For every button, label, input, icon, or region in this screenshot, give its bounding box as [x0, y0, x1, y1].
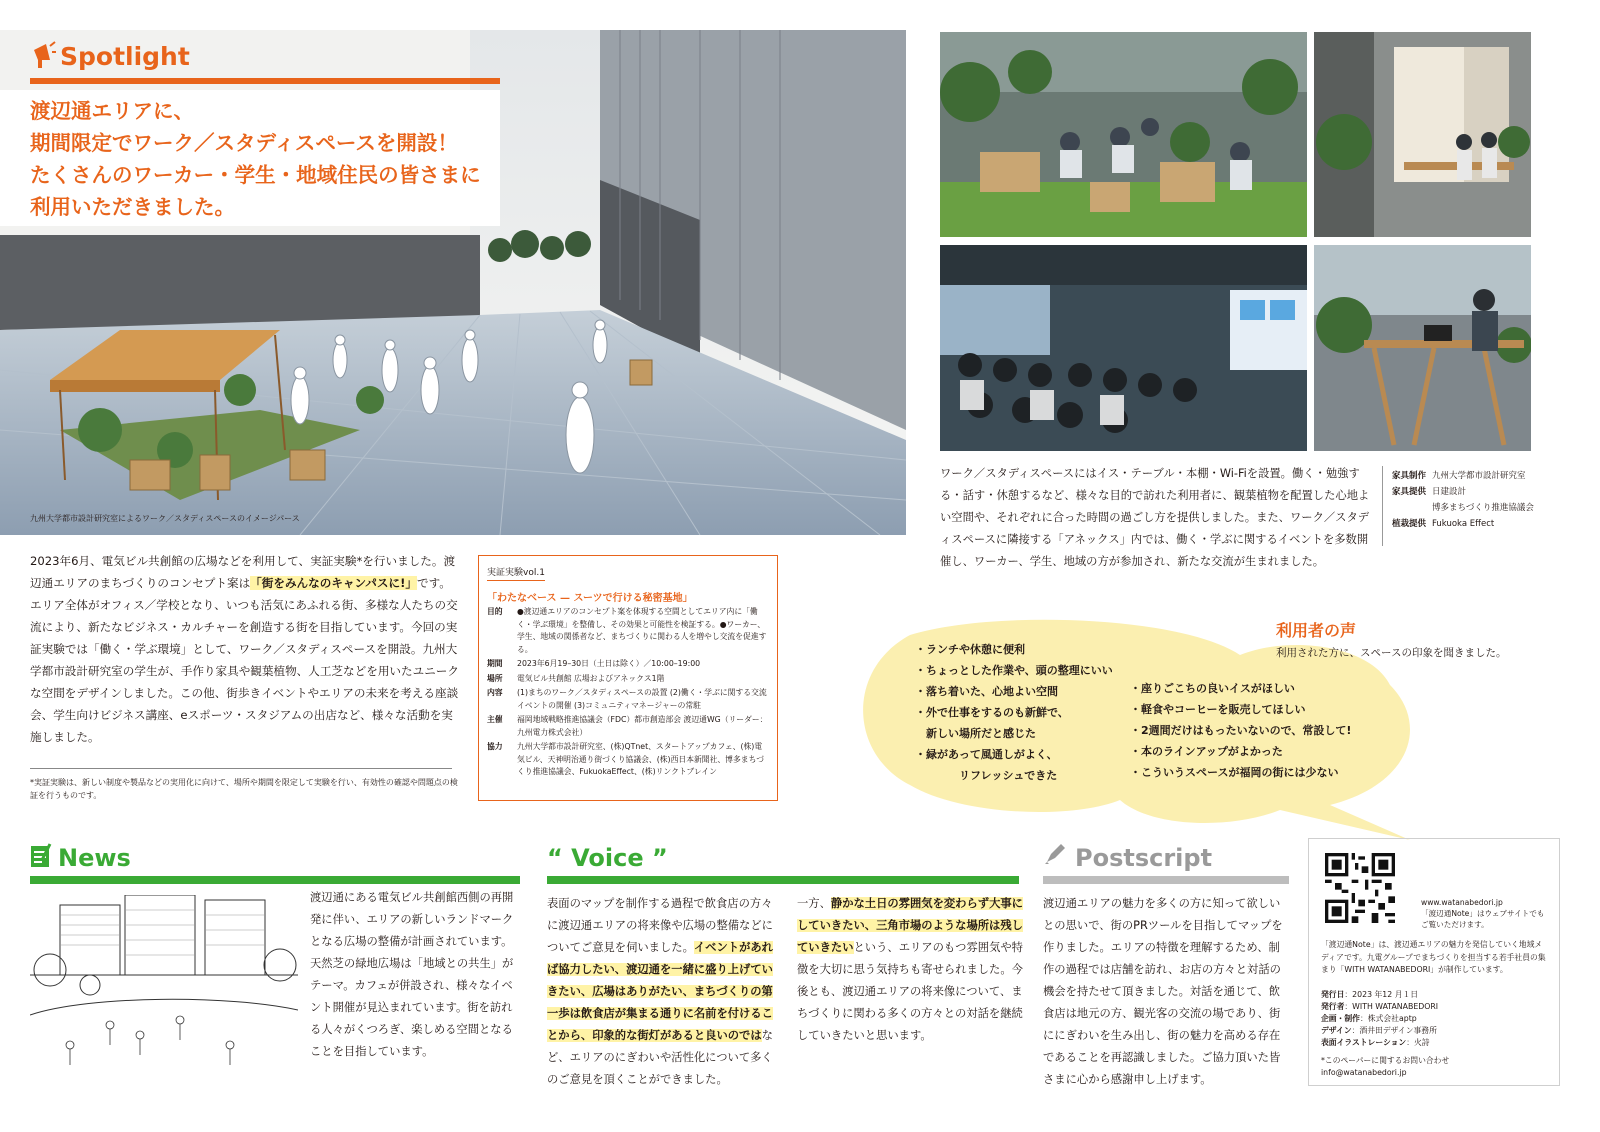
postscript-header	[1043, 836, 1289, 884]
planning: 企画・制作：株式会社aptp	[1321, 1014, 1417, 1023]
experiment-row: 目的 ●渡辺通エリアのコンセプト案を体現する空間としてエリア内に「働く・学ぶ環境」を整備し、その効果と可能性を検証する。●ワーカー、学生、地域の関係者など、まちづくりに関わる人を増やし交流を促進する。	[487, 607, 767, 654]
credit-row: 博多まちづくり推進協議会	[1432, 503, 1534, 513]
experiment-title: 「わたなベース — スーツで行ける秘密基地」	[487, 593, 693, 604]
open-quote-icon: “	[547, 844, 572, 872]
postscript-rule	[1043, 876, 1289, 884]
voice-rule	[547, 876, 1019, 884]
voice-item: ・座りごこちの良いイスがほしい	[1130, 682, 1295, 695]
voice-highlight: 静かな土日の雰囲気を変わらず大事にしていきたい、三角市場のような場所は残していきたい	[797, 897, 1023, 954]
spotlight-title: Spotlight	[60, 42, 190, 71]
concept-highlight: 「街をみんなのキャンパスに!」	[250, 576, 417, 590]
news-rule	[30, 876, 520, 884]
voice-item: ・ちょっとした作業や、頭の整理にいい	[915, 664, 1113, 677]
credits-block	[1392, 468, 1534, 532]
voice-item: ・落ち着いた、心地よい空間	[915, 685, 1058, 698]
spotlight-headline	[30, 95, 550, 223]
news-header	[30, 836, 520, 884]
voice-item: ・ランチや休憩に便利	[915, 643, 1025, 656]
user-voice-title: 利用者の声	[1276, 621, 1357, 640]
info-box	[1308, 838, 1560, 1086]
voice-item: リフレッシュできた	[915, 769, 1058, 782]
voice-item: ・軽食やコーヒーを販売してほしい	[1130, 703, 1306, 716]
experiment-box	[478, 555, 778, 801]
spotlight-body: 2023年6月、電気ビル共創館の広場などを利用して、実証実験*を行いました。渡辺通エリアのまちづくりのコンセプト案は「街をみんなのキャンパスに!」です。エリア全体がオフィス／学校となり、いつも活気にあふれる街、多様な人たちの交流により、新たなビジネス・カルチャーを創造する街を目指しています。今回の実証実験では「働く・学ぶ環境」として、ワーク／スタディスペースを開設。九州大学都市設計研究室の学生が、手作り家具や観葉植物、人工芝などを用いたユニークな空間をデザインしました。この他、街歩きイベントやエリアの未来を考える座談会、学生向けビジネス講座、eスポーツ・スタジアムの出店など、様々な活動を実施しました。	[30, 554, 459, 744]
publisher: 発行者：WITH WATANABEDORI	[1321, 1002, 1439, 1011]
headline-line: 期間限定でワーク／スタディスペースを開設！	[30, 131, 458, 155]
user-voice-subtitle: 利用された方に、スペースの印象を聞きました。	[1276, 647, 1507, 659]
website-link[interactable]: www.watanabedori.jp	[1421, 898, 1503, 907]
sketch-caption: 九州大学都市設計研究室によるワーク／スタディスペースのイメージパース	[30, 514, 300, 523]
qr-code	[1325, 853, 1395, 923]
notepad-icon	[30, 842, 52, 872]
photo-coworking-space	[940, 32, 1307, 237]
credit-row: 家具提供 日建設計	[1392, 487, 1467, 497]
news-text: 渡辺通にある電気ビル共創館西側の再開発に伴い、エリアの新しいランドマークとなる広場の整備が計画されています。天然芝の緑地広場は「地域との共生」がテーマ。カフェが併設され、様々なイベント開催が見込まれています。街を訪れる人々がくつろぎ、楽しめる空間となることを目指しています。	[310, 891, 514, 1058]
spotlight-rule	[30, 78, 500, 84]
credits-divider	[1382, 466, 1383, 546]
news-title: News	[58, 844, 131, 872]
headline-line: たくさんのワーカー・学生・地域住民の皆さまに	[30, 163, 481, 187]
photo-work-booth	[1314, 32, 1531, 237]
voice-list-right	[1130, 678, 1351, 783]
photo-annex-event	[940, 245, 1307, 451]
experiment-row: 期間 2023年6月19–30日（土日は除く）／10:00–19:00	[487, 659, 701, 668]
spotlight-header	[30, 38, 500, 88]
postscript-title: Postscript	[1075, 844, 1213, 872]
voice-item: ・本のラインアップがよかった	[1130, 745, 1283, 758]
voice-item: ・緑があって風通しがよく、	[915, 748, 1058, 761]
credit-row: 植栽提供 Fukuoka Effect	[1392, 519, 1495, 529]
experiment-row: 主催 福岡地域戦略推進協議会（FDC）都市創造部会 渡辺通WG（リーダー：九州電力株式会社）	[487, 715, 768, 737]
contact-note: *このペーパーに関するお問い合わせ	[1321, 1056, 1450, 1065]
postscript-text: 渡辺通エリアの魅力を多くの方に知って欲しいとの思いで、街のPRツールを目指してマップを作りました。エリアの特徴を理解するため、制作の過程では店舗を訪れ、お店の方々と対話の機会を持たせて頂きました。対話を通じて、飲食店は地元の方、観光客の交流の場であり、街ににぎわいを生み出し、街の魅力を高める存在であることを再認識しました。ご協力頂いた皆さまに心から感謝申し上げます。	[1043, 897, 1283, 1086]
photo-description: ワーク／スタディスペースにはイス・テーブル・本棚・Wi-Fiを設置。働く・勉強する・話す・休憩するなど、様々な目的で訪れた利用者に、観葉植物を配置した心地よい空間や、それぞれに合った時間の過ごし方を提供しました。また、ワーク／スタディスペースに隣接する「アネックス」内では、働く・学ぶに関するイベントを多数開催し、ワーカー、学生、地域の方が参加され、新たな交流が生まれました。	[940, 467, 1370, 568]
headline-line: 渡辺通エリアに、	[30, 99, 194, 123]
close-quote-icon: ”	[643, 844, 668, 872]
experiment-row: 内容 (1)まちのワーク／スタディスペースの設置 (2)働く・学ぶに関する交流イベントの開催 (3)コミュニティマネージャーの常駐	[487, 688, 767, 710]
news-illustration	[30, 895, 298, 1070]
headline-line: 利用いただきました。	[30, 195, 235, 219]
photo-standing-desk	[1314, 245, 1531, 451]
contact-email[interactable]: info@watanabedori.jp	[1321, 1068, 1407, 1077]
voice-item: ・2週間だけはもったいないので、常設して!	[1130, 724, 1352, 737]
credit-row: 家具制作 九州大学都市設計研究室	[1392, 471, 1526, 481]
voice-item: ・外で仕事をするのも新鮮で、	[915, 706, 1069, 719]
body-divider	[30, 768, 452, 769]
footnote: *実証実験は、新しい制度や製品などの実用化に向けて、場所や期間を限定して実験を行い、有効性の確認や問題点の検証を行うものです。	[30, 778, 458, 800]
issued-date: 発行日：2023 年12 月１日	[1321, 990, 1419, 999]
illustration-credit: 表面イラストレーション：火詩	[1321, 1038, 1430, 1047]
voice-item: ・こういうスペースが福岡の街には少ない	[1130, 766, 1339, 779]
info-url-block	[1421, 897, 1551, 930]
info-credits	[1321, 989, 1549, 1079]
design-credit: デザイン：酒井田デザイン事務所	[1321, 1026, 1437, 1035]
voice-column-1: 表面のマップを制作する過程で飲食店の方々に渡辺通エリアの将来像や広場の整備などについてご意見を伺いました。イベントがあれば協力したい、渡辺通を一緒に盛り上げていきたい、広場はありがたい、まちづくりの第一歩は飲食店が集まる通りに名前を付けることから、印象的な街灯があると良いのではなど、エリアのにぎわいや活性化について多くのご意見を頂くことができました。	[547, 897, 773, 1086]
experiment-row: 協力 九州大学都市設計研究室、(株)QTnet、スタートアップカフェ、(株)電気ビル、天神明治通り街づくり協議会、(株)西日本新聞社、博多まちづくり推進協議会、FukuokaEffect、(株)リンクトブレイン	[487, 742, 765, 776]
voice-header	[547, 836, 1019, 884]
voice-item: 新しい場所だと感じた	[915, 727, 1036, 740]
experiment-tag: 実証実験vol.1	[487, 565, 545, 581]
website-note: 「渡辺通Note」はウェブサイトでもご覧いただけます。	[1421, 909, 1545, 929]
pen-icon	[1043, 842, 1067, 870]
experiment-row: 場所 電気ビル共創館 広場およびアネックス1階	[487, 673, 665, 683]
voice-title: “ Voice ”	[547, 844, 668, 872]
voice-list-left	[915, 639, 1113, 786]
voice-column-2: 一方、静かな土日の雰囲気を変わらず大事にしていきたい、三角市場のような場所は残していきたいという、エリアのもつ雰囲気や特徴を大切に思う気持ちも寄せられました。今後とも、渡辺通エリアの将来像について、まちづくりに関わる多くの方々との対話を継続していきたいと思います。	[797, 897, 1023, 1042]
megaphone-icon	[30, 40, 56, 74]
voice-highlight: イベントがあれば協力したい、渡辺通を一緒に盛り上げていきたい、広場はありがたい、まちづくりの第一歩は飲食店が集まる通りに名前を付けることから、印象的な街灯があると良いのでは	[547, 941, 773, 1042]
info-about: 「渡辺通Note」は、渡辺通エリアの魅力を発信していく地域メディアです。九電グループでまちづくりを担当する若手社員の集まり「WITH WATANABEDORI」が制作しています。	[1321, 940, 1546, 974]
